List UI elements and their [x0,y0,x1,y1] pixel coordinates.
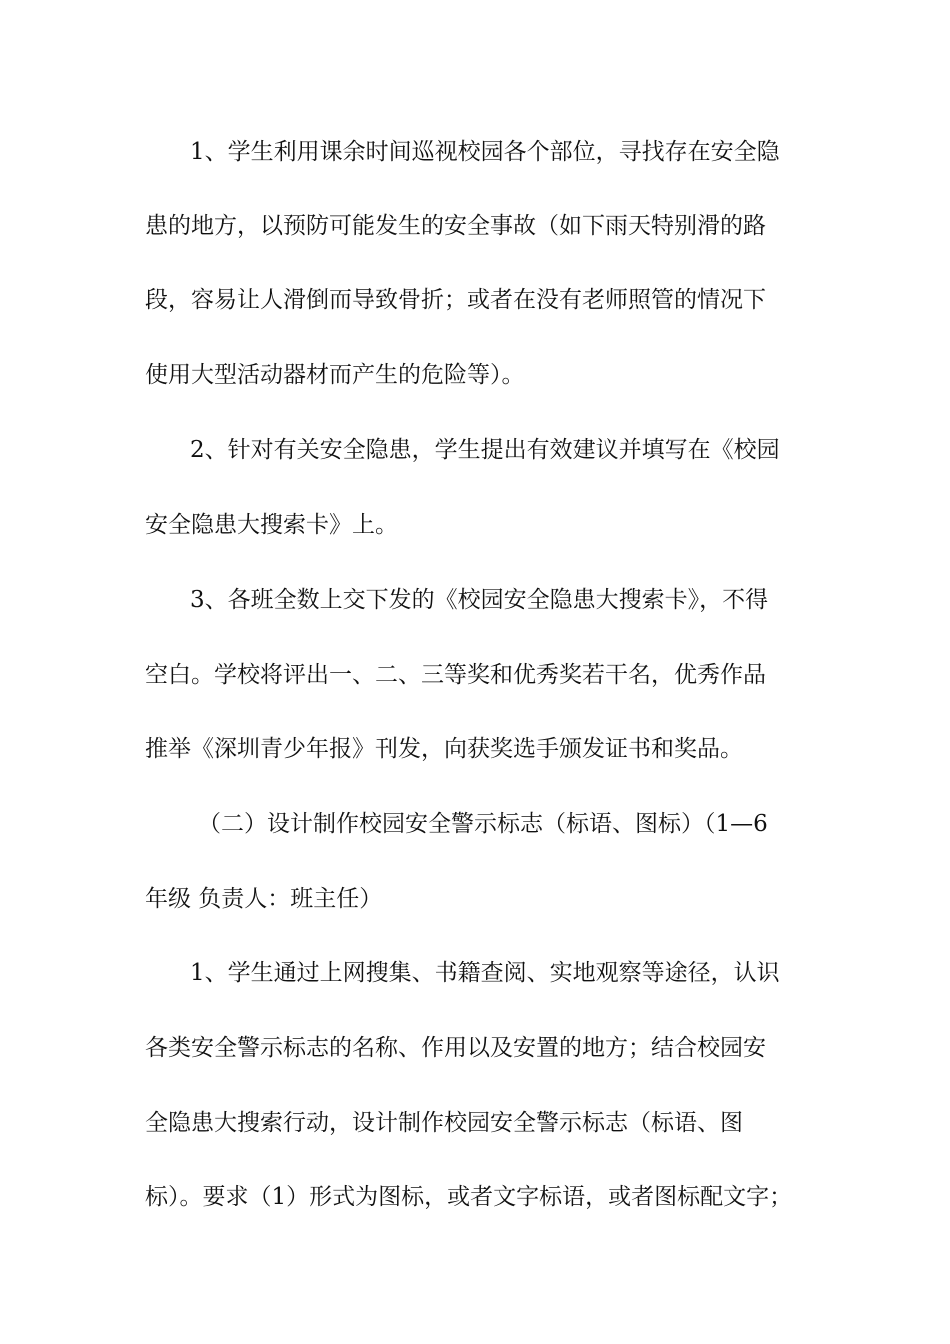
line-text: 2、针对有关安全隐患，学生提出有效建议并填写在《校园 [190,437,780,463]
paragraph-line [0,1177,950,1217]
section-heading-line [0,804,950,844]
line-text: 患的地方，以预防可能发生的安全事故（如下雨天特别滑的路 [145,213,766,239]
section-heading-text: （二）设计制作校园安全警示标志（标语、图标）（1—6 [198,811,768,837]
paragraph-line [0,1028,950,1068]
line-text: 推举《深圳青少年报》刊发，向获奖选手颁发证书和奖品。 [145,736,743,762]
paragraph-line [0,505,950,545]
line-text: 标）。要求（1）形式为图标，或者文字标语，或者图标配文字； [145,1184,793,1210]
line-text: 全隐患大搜索行动，设计制作校园安全警示标志（标语、图 [145,1110,743,1136]
paragraph-line [0,729,950,769]
paragraph-line [0,580,950,620]
line-text: 安全隐患大搜索卡》上。 [145,512,398,538]
line-text: 各类安全警示标志的名称、作用以及安置的地方；结合校园安 [145,1035,766,1061]
paragraph-line [0,355,950,395]
line-text: 1、学生利用课余时间巡视校园各个部位，寻找存在安全隐 [190,139,780,165]
section-heading-line [0,879,950,919]
section-heading-text: 年级 负责人：班主任） [145,886,383,912]
paragraph-line [0,430,950,470]
line-text: 1、学生通过上网搜集、书籍查阅、实地观察等途径，认识 [190,960,780,986]
paragraph-line [0,132,950,172]
line-text: 使用大型活动器材而产生的危险等）。 [145,362,525,388]
line-text: 3、各班全数上交下发的《校园安全隐患大搜索卡》，不得 [190,587,769,613]
line-text: 空白。学校将评出一、二、三等奖和优秀奖若干名，优秀作品 [145,662,766,688]
paragraph-line [0,655,950,695]
paragraph-line [0,280,950,320]
paragraph-line [0,206,950,246]
line-text: 段，容易让人滑倒而导致骨折；或者在没有老师照管的情况下 [145,287,766,313]
paragraph-line [0,1103,950,1143]
paragraph-line [0,953,950,993]
